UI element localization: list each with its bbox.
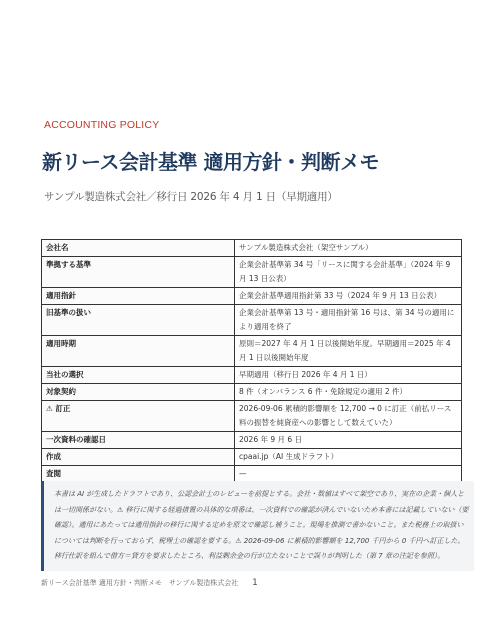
row-label: 適用時期 — [42, 336, 235, 367]
row-value: 2026 年 9 月 6 日 — [235, 432, 462, 449]
row-label: 準拠する基準 — [42, 257, 235, 288]
row-value: 原則＝2027 年 4 月 1 日以後開始年度。早期適用＝2025 年 4 月 1 日以後開始年度 — [235, 336, 462, 367]
table-row — [42, 240, 462, 257]
table-row — [42, 466, 462, 483]
row-value: 2026-09-06 累積的影響額を 12,700 → 0 に訂正（前払リース料の振替を純資産への影響として数えていた） — [235, 401, 462, 432]
table-row — [42, 367, 462, 384]
row-label: ⚠ 訂正 — [42, 401, 235, 432]
row-value: 企業会計基準第 34 号「リースに関する会計基準」（2024 年 9 月 13 日公表） — [235, 257, 462, 288]
table-row — [42, 288, 462, 305]
page-footer — [41, 578, 441, 588]
row-label: 旧基準の扱い — [42, 305, 235, 336]
row-value: cpaai.jp（AI 生成ドラフト） — [235, 449, 462, 466]
footer-text: 新リース会計基準 適用方針・判断メモ サンプル製造株式会社 — [41, 579, 239, 587]
table-row — [42, 401, 462, 432]
row-value: 企業会計基準適用指針第 33 号（2024 年 9 月 13 日公表） — [235, 288, 462, 305]
table-row — [42, 257, 462, 288]
table-row — [42, 432, 462, 449]
row-value: 企業会計基準第 13 号・適用指針第 16 号は、第 34 号の適用により適用を終了 — [235, 305, 462, 336]
row-value: 早期適用（移行日 2026 年 4 月 1 日） — [235, 367, 462, 384]
table-row — [42, 336, 462, 367]
row-value: サンプル製造株式会社（架空サンプル） — [235, 240, 462, 257]
metadata-table — [41, 239, 462, 483]
table-row — [42, 449, 462, 466]
disclaimer-note: 本書は AI が生成したドラフトであり、公認会計士のレビューを前提とする。会社・数値はすべて架空であり、実在の企業・個人とは一切関係がない。⚠ 移行に関する経過措置の具体的な項番は、一次資料での確認が済んでいないため本書には記載していない（要確認）。適用にあたっては適用指針の移行に関する定めを原文で確認し補うこと。現場を推測で書かないこと。また税務上の取扱いについては判断を行っておらず、税理士の確認を要する。⚠ 2026-09-06 に累積的影響額を 12,700 千円から 0 千円へ訂正した。移行仕訳を組んで借方＝貸方を要求したところ、利益剰余金の行が立たないことで誤りが判明した（第 7 章の注記を参照）。 — [41, 481, 474, 571]
row-label: 対象契約 — [42, 384, 235, 401]
row-value: 8 件（オンバランス 6 件・免除規定の適用 2 件） — [235, 384, 462, 401]
document-subtitle: サンプル製造株式会社／移行日 2026 年 4 月 1 日（早期適用） — [44, 191, 338, 203]
row-label: 作成 — [42, 449, 235, 466]
row-label: 会社名 — [42, 240, 235, 257]
row-value: — — [235, 466, 462, 483]
page-number: 1 — [252, 578, 258, 588]
document-title: 新リース会計基準 適用方針・判断メモ — [42, 150, 379, 174]
row-label: 当社の選択 — [42, 367, 235, 384]
row-label: 一次資料の確認日 — [42, 432, 235, 449]
eyebrow-label: ACCOUNTING POLICY — [44, 119, 160, 131]
table-row — [42, 384, 462, 401]
table-row — [42, 305, 462, 336]
row-label: 査閲 — [42, 466, 235, 483]
row-label: 適用指針 — [42, 288, 235, 305]
